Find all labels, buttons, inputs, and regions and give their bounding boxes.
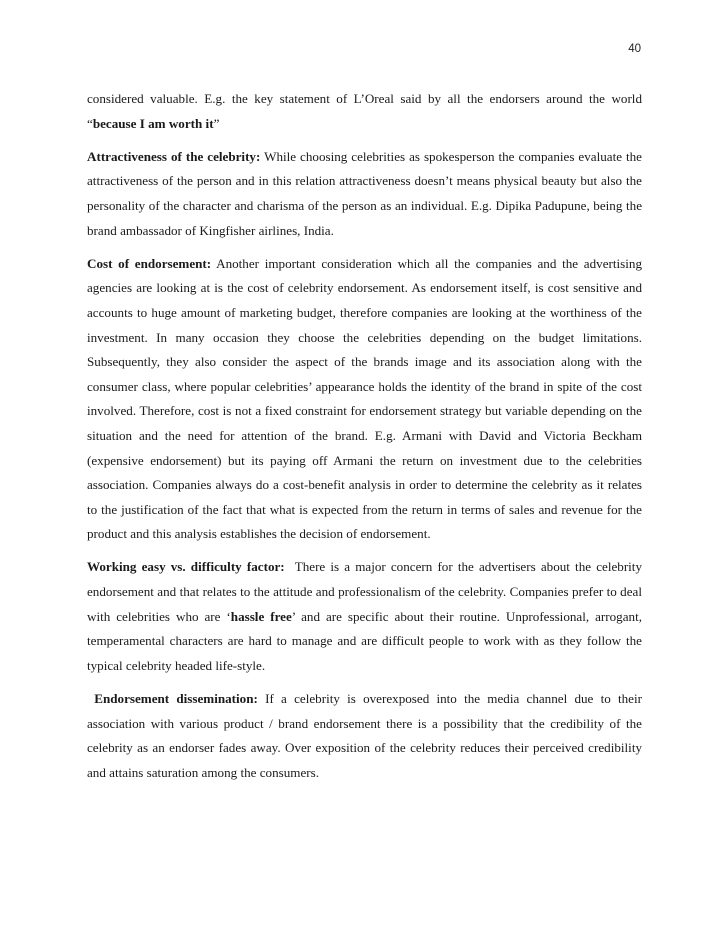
paragraph-cost xyxy=(87,252,642,547)
paragraph-heading: Cost of endorsement: xyxy=(87,255,212,271)
paragraph-continuation xyxy=(87,87,642,136)
closing-quote: ” xyxy=(213,115,220,131)
body-text xyxy=(87,87,646,794)
page-number: 40 xyxy=(628,43,641,55)
paragraph-text: ’ and are specific about their routine. Unprofessional, arrogant, temperamental characters are hard to manage and are difficult people to work with as they follow the typical celebrity headed life-style. xyxy=(87,608,642,673)
paragraph-working-factor xyxy=(87,555,646,678)
paragraph-heading: Attractiveness of the celebrity: xyxy=(87,148,261,164)
paragraph-text: If a celebrity is overexposed into the media channel due to their association with various product / brand endorsement there is a possibility that the credibility of the celebrity as an endorser fades away. Over exposition of the celebrity reduces their perceived credibility and attains saturation among the consumers. xyxy=(87,691,642,780)
paragraph-text: While choosing celebrities as spokesperson the companies evaluate the attractiveness of the person and in this relation attractiveness doesn’t means physical beauty but also the personality of the character and charisma of the person as an individual. E.g. Dipika Padupune, being the brand ambassador of Kingfisher airlines, India. xyxy=(87,148,642,238)
paragraph-attractiveness xyxy=(87,145,642,243)
key-statement-quote: because I am worth it xyxy=(92,115,214,131)
paragraph-heading: Working easy vs. difficulty factor: xyxy=(87,559,285,575)
paragraph-text: There is a major concern for the advertisers about the celebrity endorsement and that relates to the attitude and professionalism of the celebrity. Companies prefer to deal with celebrities who are ‘ xyxy=(87,559,646,624)
paragraph-dissemination xyxy=(87,687,642,785)
paragraph-heading: Endorsement dissemination: xyxy=(94,691,258,707)
hassle-free-emphasis: hassle free xyxy=(230,608,292,624)
paragraph-text: considered valuable. E.g. the key statement of L’Oreal said by all the endorsers around the world “ xyxy=(87,91,642,131)
paragraph-text: Another important consideration which all the companies and the advertising agencies are looking at is the cost of celebrity endorsement. As endorsement itself, is cost sensitive and accounts to huge amount of marketing budget, therefore companies are looking at the worthiness of the investment. In many occasion they choose the celebrities depending on the budget limitations. Subsequently, they also consider the aspect of the brands image and its association along with the consumer class, where popular celebrities’ appearance holds the identity of the brand in spite of the cost involved. Therefore, cost is not a fixed constraint for endorsement strategy but variable depending on the situation and the need for attention of the brand. E.g. Armani with David and Victoria Beckham (expensive endorsement) but its paying off Armani the return on investment due to the celebrities association. Companies always do a cost-benefit analysis in order to determine the celebrity as it relates to the justification of the fact that what is expected from the return in terms of sales and revenue for the product and this analysis establishes the decision of endorsement. xyxy=(87,255,642,542)
